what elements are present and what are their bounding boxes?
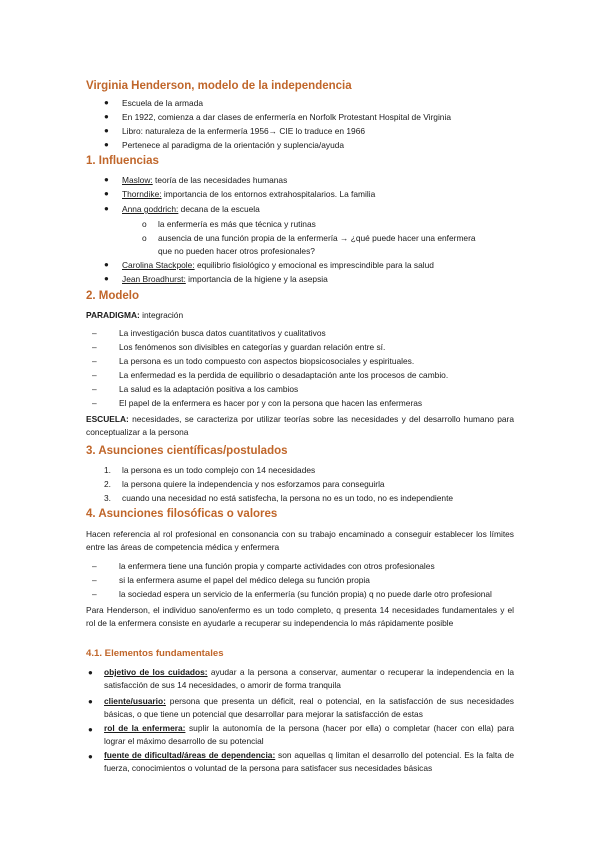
dash: – [92,328,97,338]
list-number: 1. [104,465,111,475]
list-item: Libro: naturaleza de la enfermería 1956→ CIE lo traduce en 1966 [122,126,366,136]
list-item: Escuela de la armada [122,98,204,108]
dash: – [92,384,97,394]
influence-name: Jean Broadhurst: [122,274,186,284]
list-item: Los fenómenos son divisibles en categorías y guardan relación entre sí. [119,342,386,352]
paradigma-text: integración [139,310,184,320]
list-item [122,259,434,271]
paradigma-line [86,309,183,321]
list-item: La investigación busca datos cuantitativos y cualitativos [119,328,326,338]
paradigma-label: PARADIGMA: [86,310,140,320]
element-label: rol de la enfermera: [104,723,186,733]
influence-text: importancia de la higiene y la asepsia [185,274,328,284]
influence-text: decana de la escuela [178,204,260,214]
list-item [122,188,375,200]
section-heading-asunciones-filosoficas: 4. Asunciones filosóficas o valores [86,508,278,520]
list-item [104,722,514,748]
sub-bullet: o [142,233,147,243]
element-text: ayudar a la persona a conservar, aumentar o recuperar la independencia en la satisfacción de sus 14 necesidades, o amorir de forma tranquila [104,667,514,690]
bullet: ● [104,189,109,198]
bullet: ● [88,725,93,734]
bullet: ● [88,668,93,677]
list-item: La salud es la adaptación positiva a los cambios [119,384,299,394]
escuela-text: necesidades, se caracteriza por utilizar teorías sobre las necesidades y del desarrollo humano para conceptualizar a la persona [86,414,514,437]
list-item: la persona quiere la independencia y nos esforzamos para conseguirla [122,479,385,489]
element-label: cliente/usuario: [104,696,166,706]
bullet: ● [104,126,109,135]
dash: – [92,589,97,599]
sub-bullet: o [142,219,147,229]
document-title: Virginia Henderson, modelo de la independencia [86,80,352,92]
sub-list-item-continued: que no pueden hacer otros profesionales? [158,246,315,256]
list-item: la persona es un todo complejo con 14 necesidades [122,465,316,475]
escuela-paragraph [86,413,514,439]
subsection-heading-elementos: 4.1. Elementos fundamentales [86,648,224,659]
bullet: ● [104,175,109,184]
list-item: El papel de la enfermera es hacer por y con la persona que hacen las enfermeras [119,398,423,408]
dash: – [92,561,97,571]
list-item: Pertenece al paradigma de la orientación y suplencia/ayuda [122,140,345,150]
section-heading-modelo: 2. Modelo [86,290,140,302]
list-item [122,273,328,285]
element-text: son aquellas q limitan el desarrollo del potencial. Es la falta de fuerza, conocimientos o voluntad de la persona para satisfacer sus necesidades básicas [104,750,514,773]
list-item: la sociedad espera un servicio de la enfermería (su función propia) q no puede darle otro profesional [119,589,492,599]
dash: – [92,342,97,352]
bullet: ● [104,112,109,121]
element-text: suplir la autonomía de la persona (hacer por ella) o completar (hacer con ella) para lograr el máximo desarrollo de su potencial [104,723,514,746]
influence-name: Carolina Stackpole: [122,260,195,270]
list-item: La persona es un todo compuesto con aspectos biopsicosociales y espirituales. [119,356,415,366]
bullet: ● [88,752,93,761]
element-text: persona que presenta un déficit, real o potencial, en la satisfacción de sus necesidades básicas, o que tiene un potencial que desarrollar para mejorar la satisfacción de estas [104,696,514,719]
influence-text: teoría de las necesidades humanas [152,175,288,185]
dash: – [92,370,97,380]
bullet: ● [104,98,109,107]
list-number: 2. [104,479,111,489]
sub-list-item: ausencia de una función propia de la enfermería → ¿qué puede hacer una enfermera [158,233,476,243]
dash: – [92,398,97,408]
influence-name: Maslow: [122,175,153,185]
influence-text: importancia de los entornos extrahospitalarios. La familia [161,189,376,199]
bullet: ● [104,204,109,213]
section-heading-asunciones-cientificas: 3. Asunciones científicas/postulados [86,445,288,457]
sub-list-item: la enfermería es más que técnica y rutinas [158,219,316,229]
list-item [104,695,514,721]
list-item: La enfermedad es la perdida de equilibrio o desadaptación ante los procesos de cambio. [119,370,449,380]
list-item: si la enfermera asume el papel del médico delega su función propia [119,575,370,585]
dash: – [92,575,97,585]
influence-text: equilibrio fisiológico y emocional es imprescindible para la salud [194,260,434,270]
list-item [122,203,260,215]
bullet: ● [104,274,109,283]
list-number: 3. [104,493,111,503]
filosoficas-intro: Hacen referencia al rol profesional en consonancia con su trabajo encaminado a conseguir establecer los límites entre las áreas de competencia médica y enfermera [86,529,514,552]
list-item [104,666,514,692]
bullet: ● [88,697,93,706]
list-item: En 1922, comienza a dar clases de enfermería en Norfolk Protestant Hospital de Virginia [122,112,451,122]
list-item: la enfermera tiene una función propia y comparte actividades con otros profesionales [119,561,435,571]
dash: – [92,356,97,366]
influence-name: Anna goddrich: [122,204,179,214]
escuela-label: ESCUELA: [86,414,129,424]
element-label: objetivo de los cuidados: [104,667,208,677]
bullet: ● [104,140,109,149]
section-heading-influencias: 1. Influencias [86,155,159,167]
list-item [122,174,287,186]
list-item: cuando una necesidad no está satisfecha, la persona no es un todo, no es independiente [122,493,454,503]
henderson-paragraph: Para Henderson, el individuo sano/enfermo es un todo completo, q presenta 14 necesidades fundamentales y el rol de la enfermera consiste en ayudarle a recuperar su independencia lo más rápidamente posible [86,605,514,628]
list-item [104,749,514,775]
bullet: ● [104,260,109,269]
element-label: fuente de dificultad/áreas de dependencia: [104,750,276,760]
influence-name: Thorndike: [122,189,162,199]
